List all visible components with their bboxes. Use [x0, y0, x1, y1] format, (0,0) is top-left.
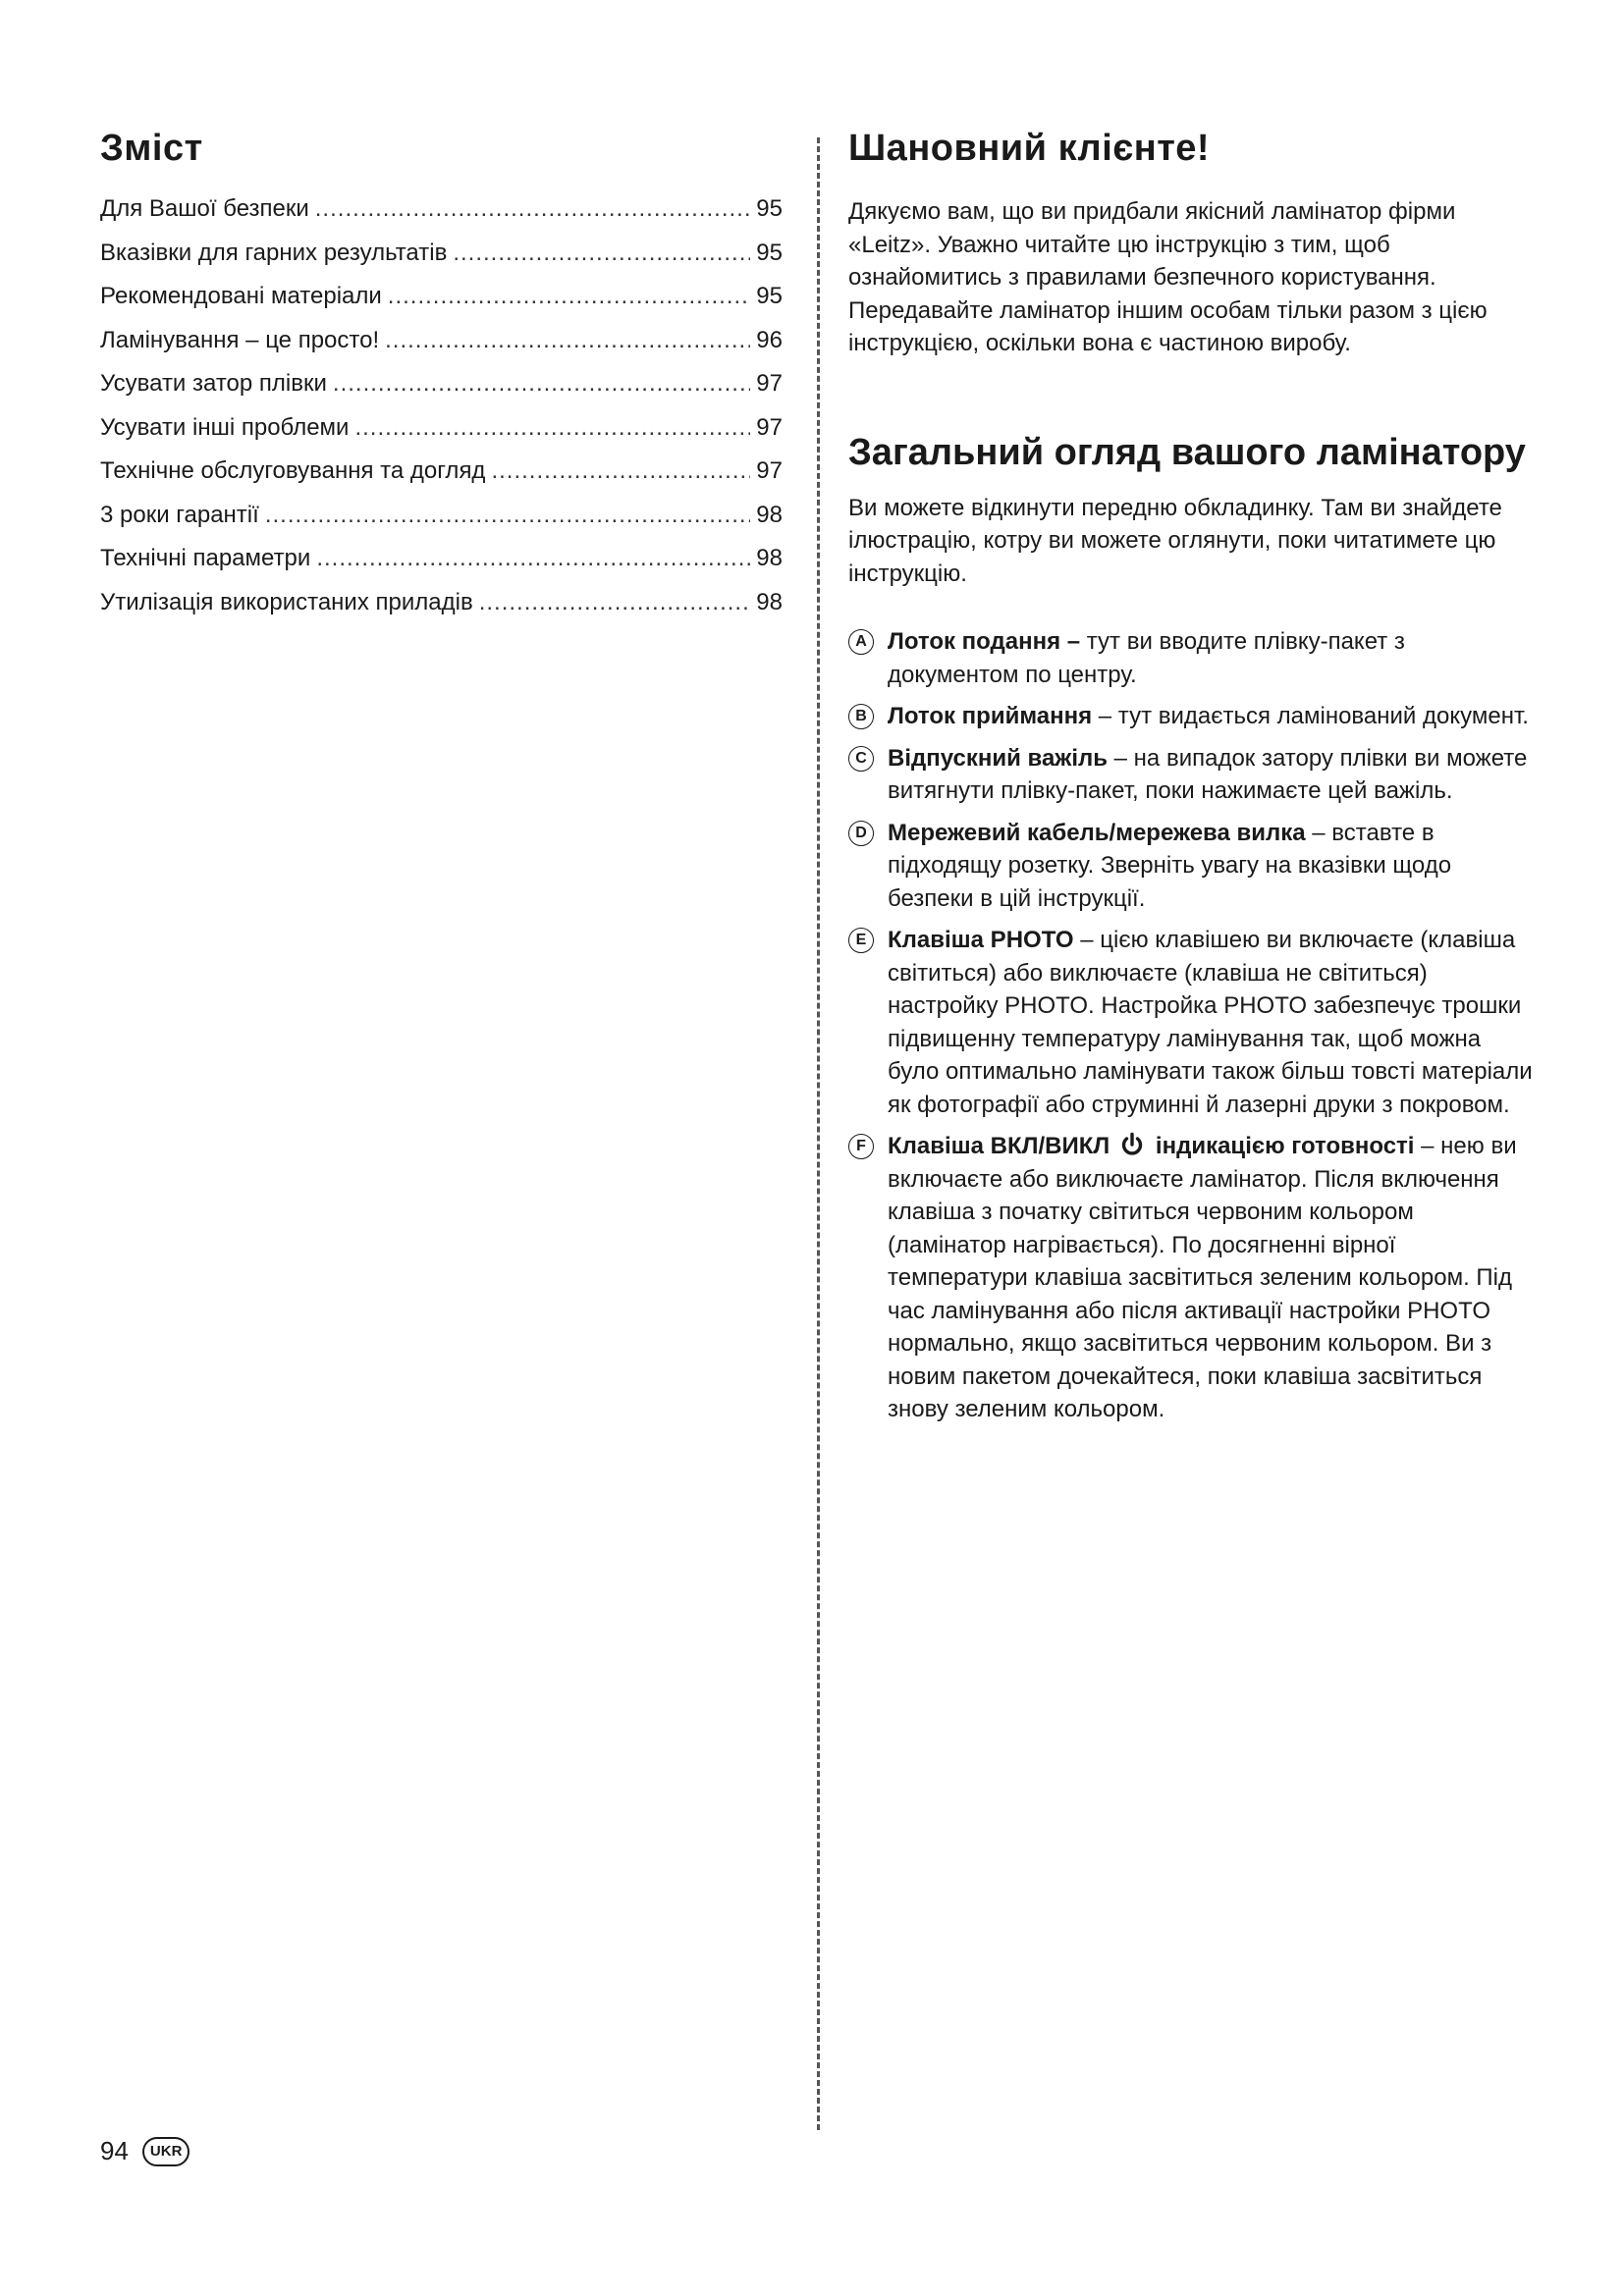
toc-item: [100, 283, 783, 327]
toc-item: [100, 370, 783, 414]
part-text: – цією клавішею ви включаєте (клавіша світиться) або виключаєте (клавіша не світиться) настройку PHOTO. Настройка PHOTO забезпечує трошки підвищенну температуру ламінування так, щоб можна було оптимально ламінувати також більш товсті матеріали як фотографії або струминні й лазерні друки з покровом.: [888, 927, 1533, 1118]
content-column: [848, 128, 1536, 1435]
toc-item: [100, 457, 783, 502]
language-badge: UKR: [142, 2137, 190, 2166]
overview-intro: Ви можете відкинути передню обкладинку. Там ви знайдете ілюстрацію, котру ви можете оглянути, поки читатимете цю інструкцію.: [848, 494, 1502, 587]
toc-column: [100, 128, 787, 632]
part-text: – нею ви включаєте або виключаєте ламінатор. Після включення клавіша з початку світиться червоним кольором (ламінатор нагрівається). По досягненні вірної температури клавіша засвітиться зеленим кольором. Під час ламінування або після активації настройки PHOTO нормально, якщо засвітиться червоним кольором. Ви з новим пакетом дочекайтеся, поки клавіша засвітиться знову зеленим кольором.: [888, 1133, 1517, 1422]
part-title-cont: індикацією готовності: [1155, 1133, 1415, 1159]
part-text: – на випадок затору плівки ви можете витягнути плівку-пакет, поки нажимаєте цей важіль.: [888, 744, 1528, 804]
toc-leader-dots: [388, 283, 751, 310]
toc-item-page: 98: [756, 545, 783, 571]
toc-leader-dots: [385, 327, 750, 354]
toc-item-label: Усувати інші проблеми: [100, 413, 350, 441]
part-title: Відпускний важіль: [888, 744, 1108, 772]
toc-item: [100, 545, 783, 589]
toc-leader-dots: [354, 414, 750, 442]
toc-leader-dots: [265, 502, 750, 529]
toc-item-page: 98: [756, 501, 783, 528]
toc-leader-dots: [479, 589, 751, 616]
toc-item: [100, 195, 783, 240]
toc-item: [100, 414, 783, 458]
part-text: тут ви вводите плівку-пакет з документом по центру.: [888, 628, 1405, 688]
toc-item-label: Рекомендовані матеріали: [100, 283, 382, 309]
part-marker: C: [848, 746, 874, 772]
part-item: [848, 924, 1536, 1121]
greeting-title: Шановний клієнте!: [848, 128, 1211, 169]
toc-item-page: 97: [756, 413, 783, 441]
part-text: – вставте в підходящу розетку. Зверніть увагу на вказівки щодо безпеки в цій інструкції.: [888, 819, 1452, 912]
part-title: Мережевий кабель/мережева вилка: [888, 819, 1306, 846]
toc-leader-dots: [333, 370, 750, 398]
toc-item-page: 95: [756, 239, 783, 266]
part-title: Клавіша ВКЛ/ВИКЛ: [888, 1133, 1110, 1159]
part-text: – тут видається ламінований документ.: [1092, 703, 1529, 729]
toc-item-label: Ламінування – це просто!: [100, 326, 380, 353]
part-marker: B: [848, 704, 874, 729]
toc-item-page: 95: [756, 283, 783, 309]
toc-item: [100, 502, 783, 546]
overview-title: Загальний огляд вашого ламінатору: [848, 431, 1526, 473]
toc-item-page: 95: [756, 195, 783, 222]
part-marker: D: [848, 821, 874, 846]
toc-item: [100, 240, 783, 284]
toc-list: [100, 195, 783, 632]
column-divider: [817, 137, 820, 2130]
toc-item: [100, 327, 783, 371]
greeting-text: Дякуємо вам, що ви придбали якісний ламінатор фірми «Leitz». Уважно читайте цю інструкцію з тим, щоб ознайомитись з правилами безпечного користування. Передавайте ламінатор іншим особам тільки разом з цією інструкцією, оскільки вона є частиною виробу.: [848, 198, 1488, 356]
toc-item-label: Технічне обслуговування та догляд: [100, 457, 486, 484]
toc-item-label: Усувати затор плівки: [100, 370, 327, 397]
page-number: 94: [100, 2136, 129, 2165]
toc-item-label: Для Вашої безпеки: [100, 195, 309, 222]
toc-item-page: 97: [756, 457, 783, 484]
part-marker: F: [848, 1134, 874, 1159]
toc-item-page: 98: [756, 588, 783, 615]
part-item-f: [848, 1130, 1536, 1426]
toc-item-label: Утилізація використаних приладів: [100, 588, 473, 615]
toc-leader-dots: [315, 195, 751, 223]
part-item: [848, 700, 1536, 733]
toc-item-label: Технічні параметри: [100, 545, 311, 571]
toc-item-page: 97: [756, 370, 783, 397]
toc-leader-dots: [491, 457, 750, 485]
parts-list: [848, 625, 1536, 1426]
part-item: [848, 625, 1536, 691]
toc-item-page: 96: [756, 326, 783, 353]
part-item: [848, 817, 1536, 916]
page-footer: [100, 2136, 189, 2166]
part-title: Лоток подання –: [888, 628, 1081, 655]
toc-leader-dots: [316, 545, 750, 572]
power-icon: [1119, 1132, 1145, 1157]
toc-item-label: Вказівки для гарних результатів: [100, 239, 448, 266]
toc-item-label: 3 роки гарантії: [100, 501, 259, 528]
part-item: [848, 742, 1536, 808]
toc-leader-dots: [453, 240, 750, 267]
part-title: Клавіша PHOTO: [888, 927, 1074, 953]
toc-title: Зміст: [100, 128, 203, 169]
toc-item: [100, 589, 783, 633]
part-marker: E: [848, 928, 874, 953]
part-marker: A: [848, 629, 874, 655]
part-title: Лоток приймання: [888, 703, 1093, 729]
